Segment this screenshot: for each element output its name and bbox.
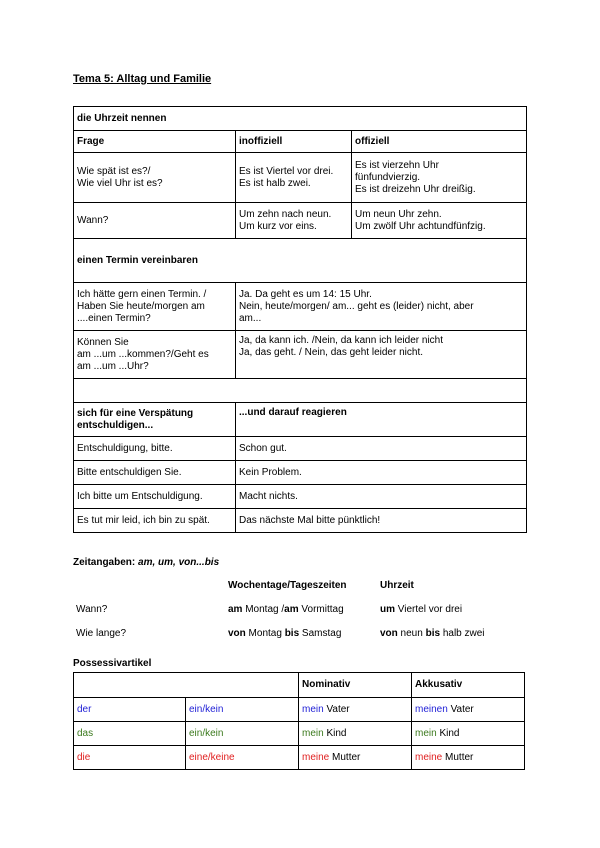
col-uhrzeit: Uhrzeit: [380, 580, 414, 591]
table-row: [74, 283, 527, 331]
cell-frage: [74, 203, 236, 239]
possessive: meinen: [415, 703, 448, 715]
text-line: Ich hätte gern einen Termin. /: [77, 288, 207, 300]
prep: von: [228, 628, 246, 639]
ein-kein: ein/kein: [186, 722, 299, 746]
cell-inoffiziell: [236, 203, 352, 239]
cell-inoffiziell: [236, 153, 352, 203]
uhrzeit-example: [377, 598, 513, 622]
possessive: mein: [302, 727, 324, 739]
akkusativ-example: [412, 746, 525, 770]
uhrzeit-example: [377, 622, 513, 646]
table-row: [73, 622, 513, 646]
cell-right: Macht nichts.: [236, 485, 527, 509]
text-line: Wann?: [77, 214, 109, 226]
noun: Mutter: [442, 751, 474, 763]
verspaetung-heading-right: ...und darauf reagieren: [236, 403, 527, 437]
phrases-table: [73, 106, 527, 533]
cell-frage: [74, 153, 236, 203]
text: Viertel vor drei: [395, 604, 463, 615]
cell-right: Kein Problem.: [236, 461, 527, 485]
text-line: Können Sie: [77, 336, 129, 348]
text-line: Um neun Uhr zehn.: [355, 208, 442, 220]
text: Samstag: [299, 628, 342, 639]
text: neun: [397, 628, 426, 639]
text-line: Um kurz vor eins.: [239, 220, 317, 232]
col-wochentage: Wochentage/Tageszeiten: [228, 580, 347, 591]
text: halb zwei: [440, 628, 485, 639]
zeitangaben-label-em: am, um, von...bis: [138, 557, 220, 568]
prep: bis: [425, 628, 441, 639]
col-inoffiziell: inoffiziell: [236, 131, 352, 153]
table-row: [74, 331, 527, 379]
text-line: Um zehn nach neun.: [239, 208, 332, 220]
text-line: Es ist vierzehn Uhr: [355, 159, 439, 171]
table-row: [74, 746, 525, 770]
nominativ-example: [299, 746, 412, 770]
prep: am: [284, 604, 299, 615]
table-row: [74, 461, 527, 485]
table-row: [73, 598, 513, 622]
col-akkusativ: Akkusativ: [412, 673, 525, 698]
noun: Mutter: [329, 751, 361, 763]
text-line: Ja, das geht. / Nein, das geht leider nicht.: [239, 347, 423, 358]
article: die: [74, 746, 186, 770]
zeitangaben-table: [73, 574, 513, 646]
question: Wie lange?: [76, 628, 127, 639]
article: der: [74, 698, 186, 722]
possessive: meine: [302, 751, 330, 763]
zeitangaben-heading: [73, 557, 513, 568]
ein-kein: ein/kein: [186, 698, 299, 722]
prep: bis: [284, 628, 300, 639]
text-line: Ja, da kann ich. /Nein, da kann ich leider nicht: [239, 335, 444, 346]
table-row: [74, 509, 527, 533]
nominativ-example: [299, 698, 412, 722]
uhrzeit-heading: die Uhrzeit nennen: [74, 107, 527, 131]
page-title: Tema 5: Alltag und Familie: [73, 73, 212, 85]
zeitangaben-section: [73, 557, 513, 646]
text-line: ....einen Termin?: [77, 312, 151, 324]
text: Montag: [245, 628, 285, 639]
text-line: am ...um ...Uhr?: [77, 360, 149, 372]
empty-cell: [73, 574, 225, 598]
text-line: am ...um ...kommen?/Geht es: [77, 348, 209, 360]
table-row: [74, 485, 527, 509]
akkusativ-example: [412, 698, 525, 722]
text-line: Es ist Viertel vor drei.: [239, 165, 334, 177]
nominativ-example: [299, 722, 412, 746]
cell-antwort: [236, 283, 527, 331]
text-line: Haben Sie heute/morgen am: [77, 300, 205, 312]
text-line: am...: [239, 312, 262, 324]
cell-antwort: [236, 331, 527, 379]
prep: am: [228, 604, 243, 615]
verspaetung-heading-left: sich für eine Verspätung entschuldigen...: [74, 403, 236, 437]
text-line: Es ist halb zwei.: [239, 177, 311, 189]
cell-left: Ich bitte um Entschuldigung.: [74, 485, 236, 509]
cell-left: Entschuldigung, bitte.: [74, 437, 236, 461]
possessive: meine: [415, 751, 443, 763]
text: Vormittag: [298, 604, 344, 615]
noun: Kind: [323, 727, 347, 739]
col-nominativ: Nominativ: [299, 673, 412, 698]
possessive: mein: [415, 727, 437, 739]
text-line: Um zwölf Uhr achtundfünfzig.: [355, 220, 486, 232]
text-line: Ja. Da geht es um 14: 15 Uhr.: [239, 288, 372, 300]
empty-cell: [74, 673, 299, 698]
noun: Vater: [323, 703, 350, 715]
cell-frage: [74, 283, 236, 331]
prep: um: [380, 604, 395, 615]
cell-frage: [74, 331, 236, 379]
cell-left: Es tut mir leid, ich bin zu spät.: [74, 509, 236, 533]
question: Wann?: [76, 604, 108, 615]
wochentag-example: [225, 598, 377, 622]
zeitangaben-label: Zeitangaben:: [73, 557, 139, 568]
noun: Vater: [447, 703, 474, 715]
table-row: [74, 722, 525, 746]
termin-heading: einen Termin vereinbaren: [74, 239, 527, 283]
empty-row: [74, 379, 527, 403]
prep: von: [380, 628, 398, 639]
possessiv-table: [73, 672, 525, 770]
text-line: fünfundvierzig.: [355, 171, 421, 183]
col-offiziell: offiziell: [352, 131, 527, 153]
possessiv-heading: Possessivartikel: [73, 658, 152, 669]
col-frage: Frage: [74, 131, 236, 153]
table-row: [74, 437, 527, 461]
akkusativ-example: [412, 722, 525, 746]
text: Montag /: [242, 604, 285, 615]
wochentag-example: [225, 622, 377, 646]
cell-offiziell: [352, 153, 527, 203]
possessive: mein: [302, 703, 324, 715]
table-row: [74, 698, 525, 722]
text-line: Es ist dreizehn Uhr dreißig.: [355, 183, 476, 195]
noun: Kind: [436, 727, 460, 739]
text-line: Wie viel Uhr ist es?: [77, 177, 163, 189]
table-row: [74, 153, 527, 203]
cell-offiziell: [352, 203, 527, 239]
text-line: Wie spät ist es?/: [77, 165, 151, 177]
cell-left: Bitte entschuldigen Sie.: [74, 461, 236, 485]
text-line: Nein, heute/morgen/ am... geht es (leider) nicht, aber: [239, 300, 474, 312]
cell-right: Das nächste Mal bitte pünktlich!: [236, 509, 527, 533]
table-row: [74, 203, 527, 239]
cell-right: Schon gut.: [236, 437, 527, 461]
article: das: [74, 722, 186, 746]
ein-kein: eine/keine: [186, 746, 299, 770]
